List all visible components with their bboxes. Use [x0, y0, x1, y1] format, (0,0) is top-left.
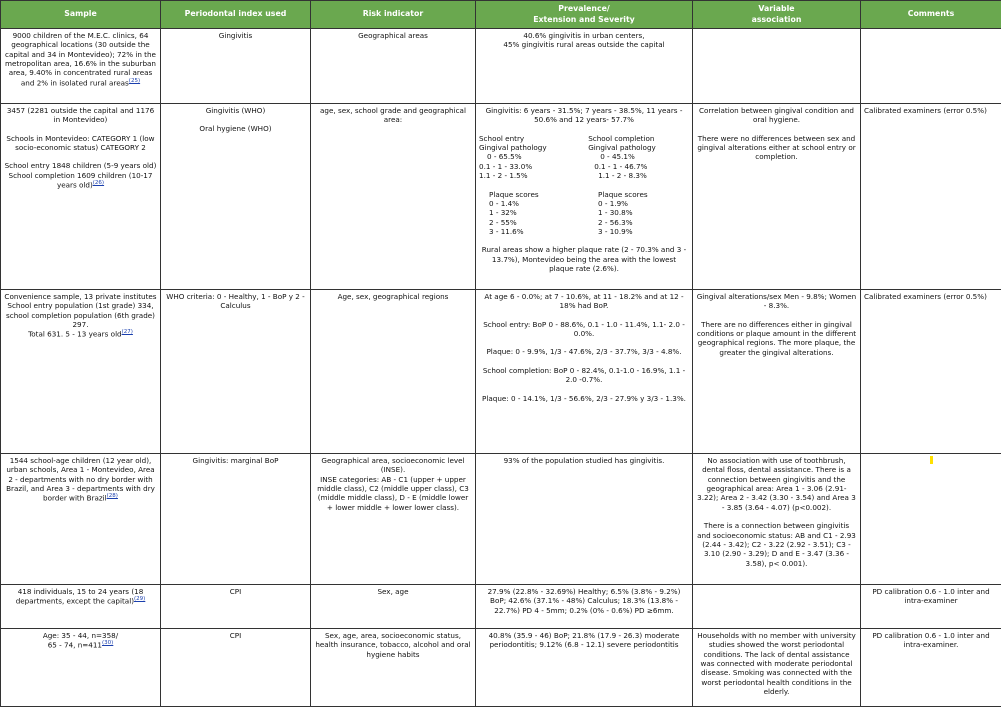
- association-cell: Households with no member with university studies showed the worst periodontal conditions. The lack of dental assistance was connected with moderate periodontal disease. Smoking was connected with the worst periodontal health conditions in the elderly.: [693, 629, 861, 707]
- prevalence-line: Plaque: 0 - 9.9%, 1/3 - 47.6%, 2/3 - 37.7%, 3/3 - 4.8%.: [486, 347, 682, 357]
- index-cell: [161, 104, 311, 290]
- header-var-line2: association: [751, 14, 802, 24]
- association-cell: [693, 585, 861, 629]
- prevalence-line: 45% gingivitis rural areas outside the capital: [503, 40, 665, 50]
- comments-cell: Calibrated examiners (error 0.5%): [861, 104, 1001, 290]
- stat-line: 2 - 56.3%: [598, 217, 633, 227]
- risk-cell: [311, 454, 476, 585]
- stat-line: 0.1 - 1 - 33.0%: [479, 161, 533, 171]
- index-cell: Gingivitis: marginal BoP: [161, 454, 311, 585]
- header-sample: Sample: [1, 1, 161, 29]
- sample-cell: [1, 104, 161, 290]
- table-row: [1, 629, 1001, 707]
- prevalence-line: Plaque: 0 - 14.1%, 1/3 - 56.6%, 2/3 - 27.9% y 3/3 - 1.3%.: [482, 393, 686, 403]
- table-row: [1, 585, 1001, 629]
- index-text: Oral hygiene (WHO): [199, 124, 272, 134]
- reference-link[interactable]: (29): [134, 596, 146, 603]
- stat-line: 1 - 30.8%: [598, 208, 633, 218]
- prevalence-line: At age 6 - 0.0%; at 7 - 10.6%, at 11 - 18.2% and at 12 - 18% had BoP.: [484, 292, 684, 311]
- prevalence-line: School entry: BoP 0 - 88.6%, 0.1 - 1.0 - 11.4%, 1.1- 2.0 - 0.0%.: [483, 319, 685, 339]
- index-cell: CPI: [161, 629, 311, 707]
- risk-text: INSE categories: AB - C1 (upper + upper middle class), C2 (middle upper class), C3 (middle middle class), D - E (middle lower + lower middle + lower lower class).: [317, 474, 469, 512]
- stat-line: School entry: [479, 133, 525, 143]
- prevalence-cell: [476, 290, 693, 454]
- stat-line: 0 - 1.9%: [598, 198, 628, 208]
- prevalence-cell: 93% of the population studied has gingivitis.: [476, 454, 693, 585]
- sample-text: 418 individuals, 15 to 24 years (18 departments, except the capital): [15, 587, 144, 606]
- table-row: [1, 454, 1001, 585]
- association-line: Correlation between gingival condition and oral hygiene.: [699, 106, 854, 125]
- prevalence-cell: 27.9% (22.8% - 32.69%) Healthy; 6.5% (3.8% - 9.2%) BoP; 42.6% (37.1% - 48%) Calculus; 18.3% (13.8% - 22.7%) PD 4 - 5mm; 0.2% (0% - 0.6%) PD ≥6mm.: [476, 585, 693, 629]
- stat-line: 0 - 45.1%: [600, 152, 635, 162]
- sample-cell: [1, 454, 161, 585]
- risk-cell: Sex, age: [311, 585, 476, 629]
- header-comments: Comments: [861, 1, 1001, 29]
- prevalence-cell: 40.8% (35.9 - 46) BoP; 21.8% (17.9 - 26.3) moderate periodontitis; 9.12% (6.8 - 12.1) severe periodontitis: [476, 629, 693, 707]
- association-cell: [693, 290, 861, 454]
- sample-text: Age: 35 - 44, n=358/: [42, 631, 119, 640]
- sample-text: 65 - 74, n=411: [47, 640, 103, 650]
- sample-text: School completion 1609 children (10-17 years old): [8, 170, 153, 190]
- prevalence-line: School completion: BoP 0 - 82.4%, 0.1-1.0 - 16.9%, 1.1 - 2.0 -0.7%.: [482, 365, 686, 385]
- risk-text: Geographical area, socioeconomic level (INSE).: [321, 456, 465, 475]
- risk-cell: Sex, age, area, socioeconomic status, health insurance, tobacco, alcohol and oral hygiene habits: [311, 629, 476, 707]
- sample-cell: [1, 29, 161, 104]
- header-prevalence: [476, 1, 693, 29]
- header-risk: Risk indicator: [311, 1, 476, 29]
- reference-link[interactable]: (30): [102, 640, 114, 647]
- comments-cell: [861, 454, 1001, 585]
- reference-link[interactable]: (28): [106, 493, 118, 500]
- header-prev-line1: Prevalence/: [558, 4, 610, 14]
- sample-text: School entry population (1st grade) 334, school completion population (6th grade) 297.: [6, 301, 155, 330]
- index-cell: Gingivitis: [161, 29, 311, 104]
- association-line: There are no differences either in gingival conditions or plaque amount in the different geographical regions. The more plaque, the greater the gingival alterations.: [696, 319, 857, 357]
- sample-cell: [1, 629, 161, 707]
- comments-cell: Calibrated examiners (error 0.5%): [861, 290, 1001, 454]
- association-cell: [693, 29, 861, 104]
- comments-cell: PD calibration 0.6 - 1.0 inter and intra-examiner.: [861, 629, 1001, 707]
- sample-text: Schools in Montevideo: CATEGORY 1 (low socio-economic status) CATEGORY 2: [6, 133, 155, 153]
- sample-text: 3457 (2281 outside the capital and 1176 in Montevideo): [6, 106, 155, 125]
- highlight-mark: [930, 456, 933, 464]
- index-cell: WHO criteria: 0 - Healthy, 1 - BoP y 2 - Calculus: [161, 290, 311, 454]
- prevalence-line: Gingivitis: 6 years - 31.5%; 7 years - 38.5%, 11 years - 50.6% and 12 years- 57.7%: [485, 106, 683, 125]
- comments-cell: [861, 29, 1001, 104]
- sample-text: Total 631. 5 - 13 years old: [28, 329, 122, 339]
- sample-text: 1544 school-age children (12 year old), urban schools, Area 1 - Montevideo, Area 2 - departments with no dry border with Brazil, and Area 3 - departments with dry border with Brazil: [6, 456, 155, 503]
- header-var-line1: Variable: [758, 4, 795, 14]
- stat-line: Gingival pathology: [479, 143, 547, 153]
- association-cell: [693, 104, 861, 290]
- reference-link[interactable]: (27): [121, 329, 133, 336]
- prevalence-cell: [476, 104, 693, 290]
- table-row: [1, 104, 1001, 290]
- stat-line: Plaque scores: [598, 189, 648, 199]
- stat-line: 0 - 1.4%: [489, 198, 519, 208]
- reference-link[interactable]: (26): [92, 180, 105, 187]
- risk-cell: age, sex, school grade and geographical area:: [311, 104, 476, 290]
- comments-cell: PD calibration 0.6 - 1.0 inter and intra-examiner: [861, 585, 1001, 629]
- stat-line: 3 - 10.9%: [598, 226, 633, 236]
- sample-text: 9000 children of the M.E.C. clinics, 64 geographical locations (30 outside the capital and 34 in Montevideo); 72% in the metropolitan area, 16.6% in the suburban area, 9.40% in concentrated rural areas and 2% in isolated rural areas: [5, 31, 156, 88]
- index-text: Gingivitis (WHO): [205, 106, 266, 115]
- prevalence-cell: [476, 29, 693, 104]
- stat-line: 1 - 32%: [489, 208, 517, 218]
- stat-line: 1.1 - 2 - 8.3%: [598, 171, 647, 181]
- association-line: Gingival alterations/sex Men - 9.8%; Women - 8.3%.: [696, 292, 857, 311]
- association-line: There were no differences between sex and gingival alterations either at school entry or completion.: [697, 133, 856, 162]
- sample-cell: [1, 585, 161, 629]
- header-prev-line2: Extension and Severity: [533, 14, 635, 24]
- stat-line: Plaque scores: [489, 189, 539, 199]
- sample-text: School entry 1848 children (5-9 years old): [4, 161, 157, 171]
- reference-link[interactable]: (25): [128, 77, 141, 84]
- prevalence-line: Rural areas show a higher plaque rate (2 - 70.3% and 3 - 13.7%), Montevideo being the area with the lowest plaque rate (2.6%).: [481, 245, 687, 274]
- header-row: [1, 1, 1001, 29]
- table-row: [1, 290, 1001, 454]
- stat-line: School completion: [588, 133, 655, 143]
- table-row: [1, 29, 1001, 104]
- header-index: Periodontal index used: [161, 1, 311, 29]
- stat-line: 3 - 11.6%: [489, 226, 524, 236]
- stat-line: 0.1 - 1 - 46.7%: [594, 161, 648, 171]
- risk-cell: Age, sex, geographical regions: [311, 290, 476, 454]
- sample-cell: [1, 290, 161, 454]
- prevalence-line: 40.6% gingivitis in urban centers,: [523, 31, 645, 40]
- association-cell: [693, 454, 861, 585]
- association-line: There is a connection between gingivitis and socioeconomic status: AB and C1 - 2.93 (2.44 - 3.42); C2 - 3.22 (2.92 - 3.51); C3 - 3.10 (2.90 - 3.29); D and E - 3.47 (3.36 - 3.58), p< 0.001).: [697, 521, 856, 568]
- stat-line: Gingival pathology: [588, 143, 656, 153]
- header-variable: [693, 1, 861, 29]
- index-cell: CPI: [161, 585, 311, 629]
- sample-text: Convenience sample, 13 private institutes: [4, 292, 157, 301]
- association-line: No association with use of toothbrush, dental floss, dental assistance. There is a connection between gingivitis and the geographical area: Area 1 - 3.06 (2.91- 3.22); Area 2 - 3.42 (3.30 - 3.54) and Area 3 - 3.85 (3.64 - 4.07) (p<0.002).: [697, 456, 856, 512]
- gingival-pathology-block: [479, 134, 689, 181]
- stat-line: 1.1 - 2 - 1.5%: [479, 171, 528, 181]
- plaque-scores-block: [479, 190, 689, 237]
- stat-line: 0 - 65.5%: [487, 152, 522, 162]
- stat-line: 2 - 55%: [489, 217, 517, 227]
- risk-cell: Geographical areas: [311, 29, 476, 104]
